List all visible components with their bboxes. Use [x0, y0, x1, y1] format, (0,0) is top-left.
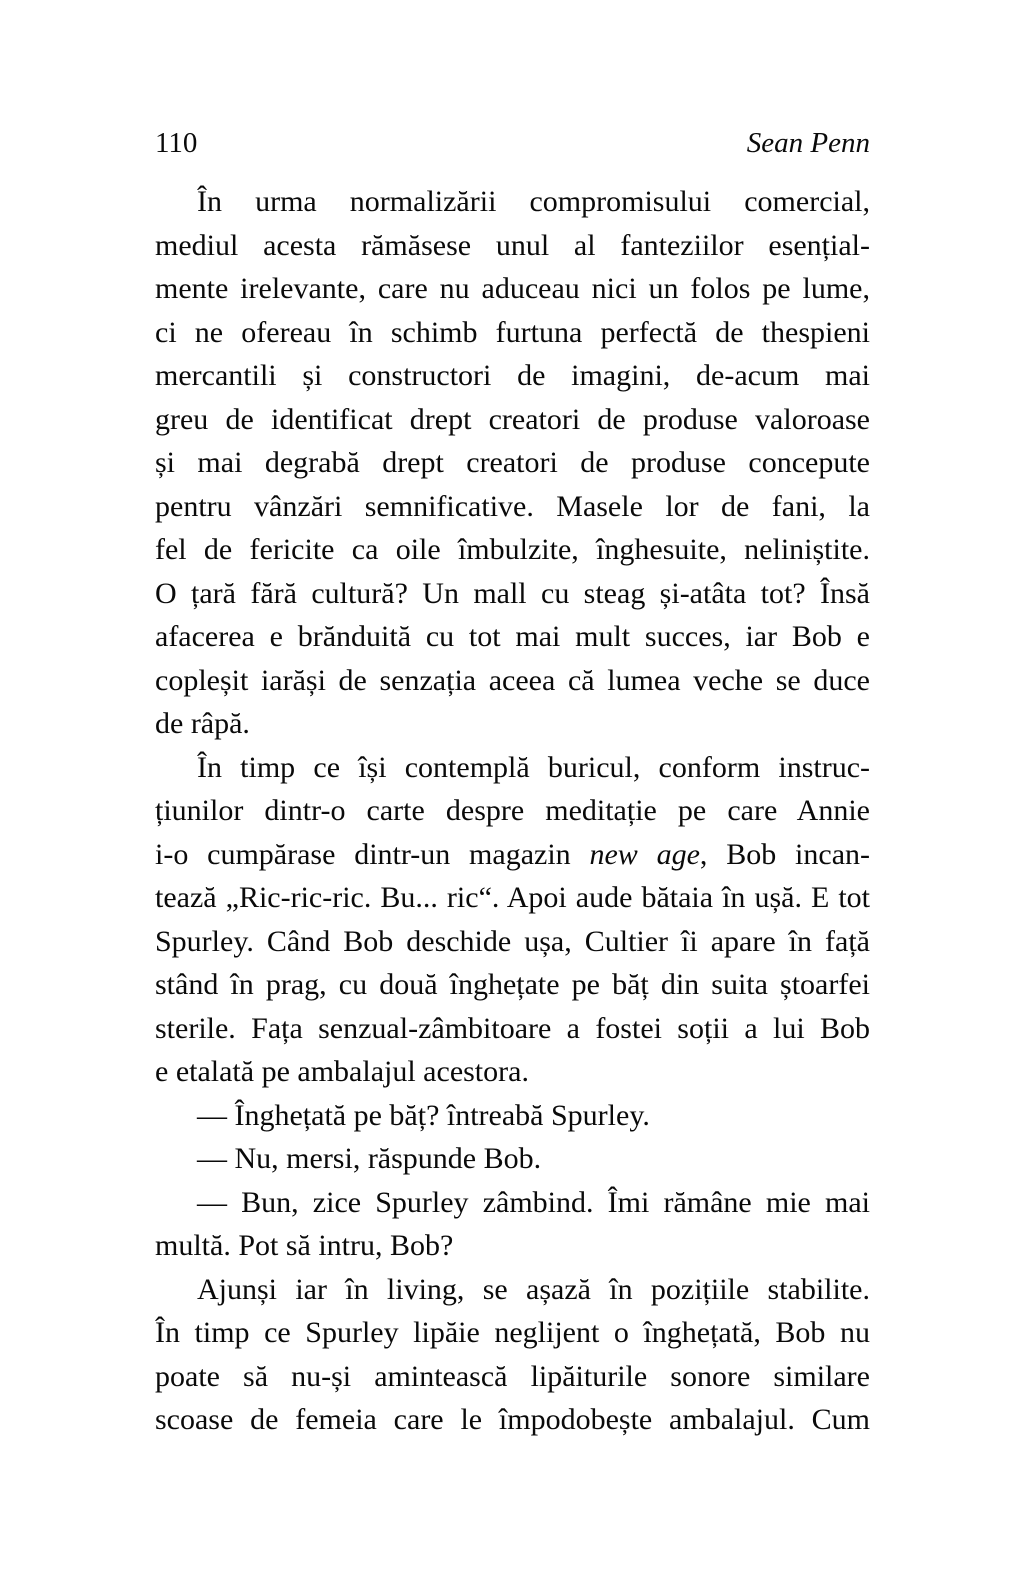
- body-text: [155, 180, 870, 1442]
- text-line: multă. Pot să intru, Bob?: [155, 1229, 454, 1262]
- text-segment: i-o cumpărase dintr-un magazin: [155, 837, 590, 871]
- text-line: stând în prag, cu două înghețate pe băț din suita ștoarfei: [155, 968, 870, 1001]
- text-line: copleșit iarăși de senzația aceea că lumea veche se duce: [155, 663, 870, 697]
- text-line: O țară fără cultură? Un mall cu steag și-atâta tot? Însă: [155, 576, 870, 610]
- dialogue-line: — Bun, zice Spurley zâmbind. Îmi rămâne mie mai: [197, 1185, 870, 1219]
- text-line: mediul acesta rămăsese unul al fanteziilor esențial-: [155, 228, 870, 262]
- text-line: sterile. Fața senzual-zâmbitoare a fostei soții a lui Bob: [155, 1011, 870, 1045]
- text-line: tează „Ric-ric-ric. Bu... ric“. Apoi aude bătaia în ușă. E tot: [155, 881, 870, 914]
- page-number: 110: [155, 127, 198, 159]
- text-line: Spurley. Când Bob deschide ușa, Cultier îi apare în față: [155, 924, 870, 958]
- running-title: Sean Penn: [746, 127, 870, 159]
- text-line: Ajunși iar în living, se așază în pozițiile stabilite.: [197, 1272, 870, 1306]
- text-line: de râpă.: [155, 707, 250, 740]
- text-line: mercantili și constructori de imagini, de-acum mai: [155, 359, 870, 392]
- text-line: În timp ce Spurley lipăie neglijent o înghețată, Bob nu: [155, 1316, 870, 1349]
- text-line: greu de identificat drept creatori de produse valoroase: [155, 402, 870, 436]
- text-line: scoase de femeia care le împodobește ambalajul. Cum: [155, 1403, 870, 1436]
- page-header: [155, 126, 870, 160]
- italic-phrase: new age: [589, 837, 700, 871]
- text-line: În timp ce își contemplă buricul, conform instruc-: [197, 750, 870, 784]
- text-line: În urma normalizării compromisului comercial,: [197, 185, 870, 218]
- text-line: afacerea e brănduită cu tot mai mult succes, iar Bob e: [155, 620, 870, 653]
- text-segment: , Bob incan-: [699, 837, 870, 871]
- text-line: poate să nu-și amintească lipăiturile sonore similare: [155, 1359, 870, 1393]
- text-line: fel de fericite ca oile îmbulzite, înghesuite, neliniștite.: [155, 533, 870, 566]
- dialogue-line: — Nu, mersi, răspunde Bob.: [197, 1142, 542, 1175]
- text-line: e etalată pe ambalajul acestora.: [155, 1055, 529, 1088]
- text-line: [155, 833, 870, 877]
- text-line: ci ne ofereau în schimb furtuna perfectă de thespieni: [155, 315, 870, 349]
- text-line: pentru vânzări semnificative. Masele lor de fani, la: [155, 489, 870, 523]
- text-line: și mai degrabă drept creatori de produse concepute: [155, 446, 870, 479]
- text-line: țiunilor dintr-o carte despre meditație pe care Annie: [155, 794, 870, 827]
- text-line: mente irelevante, care nu aduceau nici un folos pe lume,: [155, 272, 870, 305]
- dialogue-line: — Înghețată pe băț? întreabă Spurley.: [197, 1098, 650, 1132]
